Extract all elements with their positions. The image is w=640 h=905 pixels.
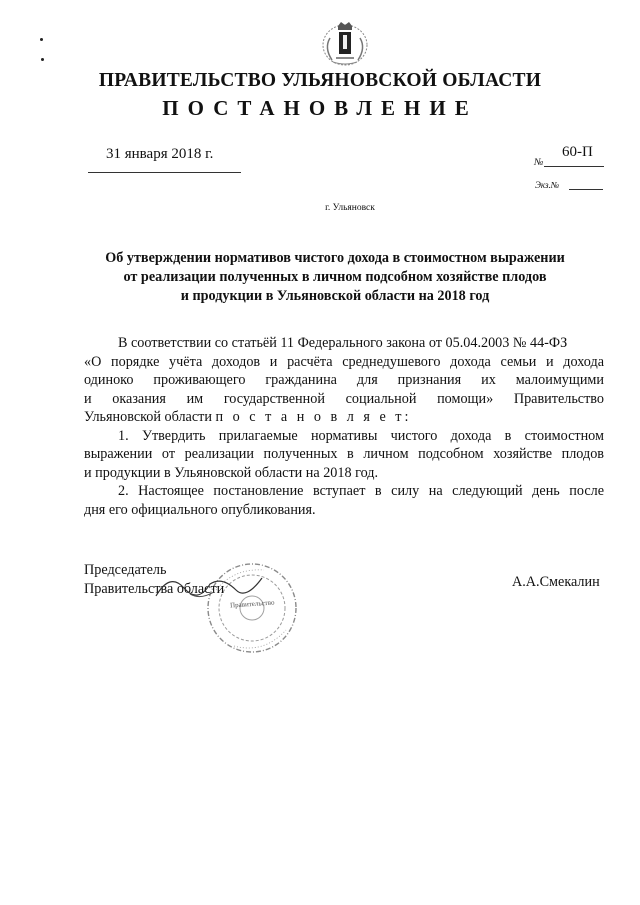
copy-number-label: Экз.№ <box>535 180 560 190</box>
body-line: Ульяновской области <box>84 409 212 425</box>
body-line: 2. Настоящее постановление вступает в силу на следующий день после <box>118 483 604 499</box>
seal-inner-text: Правительство <box>229 598 275 610</box>
document-body <box>84 334 604 519</box>
signatory-name: А.А.Смекалин <box>512 574 600 590</box>
body-line: «О порядке учёта доходов и расчёта среднедушевого дохода семьи и дохода <box>84 353 604 370</box>
number-underline <box>544 166 604 167</box>
body-line: и оказания им государственной социальной помощи» Правительство <box>84 390 604 407</box>
signature-position-line: Правительства области <box>84 580 225 597</box>
body-line: и продукции в Ульяновской области на 2018 год. <box>84 464 379 481</box>
document-number: 60-П <box>562 144 593 160</box>
city-label: г. Ульяновск <box>325 203 375 213</box>
government-title: ПРАВИТЕЛЬСТВО УЛЬЯНОВСКОЙ ОБЛАСТИ <box>98 70 542 91</box>
body-line: выражении от реализации полученных в личном подсобном хозяйстве плодов <box>84 446 604 462</box>
body-line: 1. Утвердить прилагаемые нормативы чистого дохода в стоимостном <box>118 427 604 444</box>
handwritten-signature <box>150 566 270 606</box>
body-line-with-decree <box>84 408 604 427</box>
decree-word: п о с т а н о в л я е т: <box>215 409 412 425</box>
body-line: одиноко проживающего гражданина для признания их малоимущими <box>84 372 604 388</box>
body-line: В соответствии со статьёй 11 Федерального закона от 05.04.2003 № 44-ФЗ <box>118 335 568 351</box>
document-type-heading: ПОСТАНОВЛЕНИЕ <box>162 96 478 120</box>
document-date: 31 января 2018 г. <box>106 146 214 162</box>
document-subject <box>80 249 590 306</box>
coat-of-arms-emblem <box>316 18 374 68</box>
body-line: дня его официального опубликования. <box>84 501 316 518</box>
subject-line: и продукции в Ульяновской области на 2018 год <box>180 288 490 304</box>
copy-number-underline <box>569 189 603 190</box>
scan-speck <box>41 58 44 61</box>
subject-line: от реализации полученных в личном подсобном хозяйстве плодов <box>123 269 547 285</box>
subject-line: Об утверждении нормативов чистого дохода в стоимостном выражении <box>105 250 565 266</box>
date-underline <box>88 172 241 173</box>
number-label: № <box>534 157 544 168</box>
signature-position-line: Председатель <box>84 562 167 578</box>
scan-speck <box>40 38 43 41</box>
